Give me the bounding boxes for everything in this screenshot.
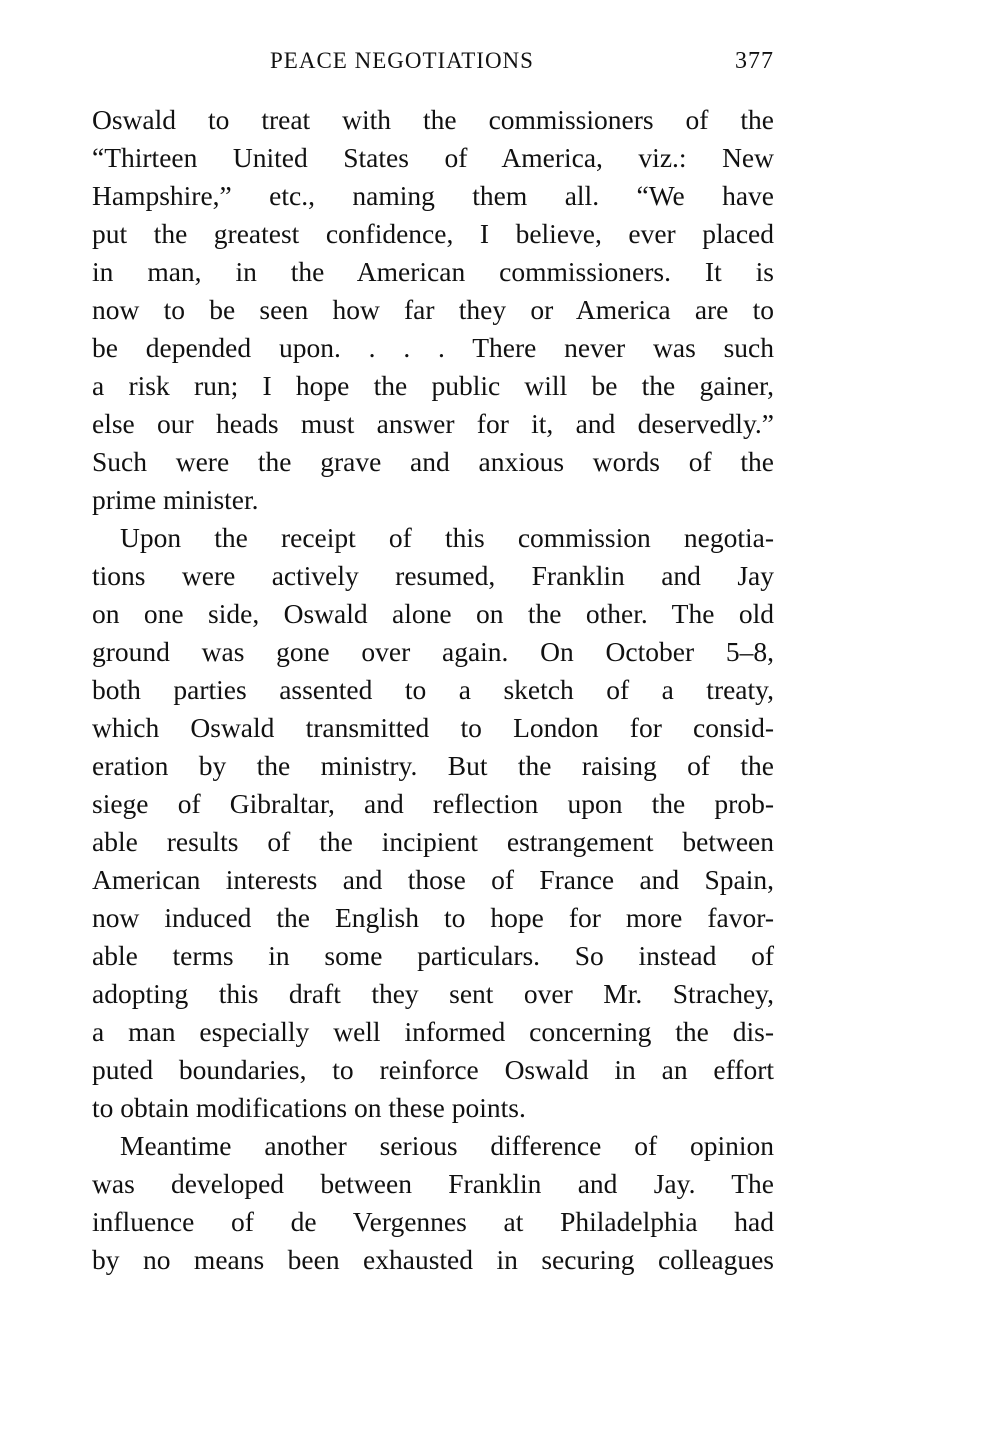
text-line: a man especially well informed concerning the dis- <box>92 1016 774 1047</box>
text-line: siege of Gibraltar, and reflection upon the prob- <box>92 788 774 819</box>
text-line: adopting this draft they sent over Mr. Strachey, <box>92 978 774 1009</box>
text-line: else our heads must answer for it, and deservedly.” <box>92 408 774 439</box>
text-line: which Oswald transmitted to London for consid- <box>92 712 774 743</box>
text-line: influence of de Vergennes at Philadelphia had <box>92 1206 774 1237</box>
text-line: both parties assented to a sketch of a treaty, <box>92 674 774 705</box>
text-line: put the greatest confidence, I believe, ever placed <box>92 218 774 249</box>
text-line: to obtain modifications on these points. <box>92 1092 526 1123</box>
text-line: eration by the ministry. But the raising of the <box>92 750 774 781</box>
page-header <box>92 48 774 82</box>
paragraph <box>92 1127 774 1279</box>
text-line: was developed between Franklin and Jay. The <box>92 1168 774 1199</box>
text-line: Such were the grave and anxious words of the <box>92 446 774 477</box>
paragraph <box>92 101 774 519</box>
text-line: now to be seen how far they or America are to <box>92 294 774 325</box>
text-line: “Thirteen United States of America, viz.: New <box>92 142 774 173</box>
text-line: puted boundaries, to reinforce Oswald in an effort <box>92 1054 774 1085</box>
body-text <box>92 101 774 1279</box>
text-line: able results of the incipient estrangement between <box>92 826 774 857</box>
page-number: 377 <box>735 48 774 74</box>
text-line: now induced the English to hope for more favor- <box>92 902 774 933</box>
text-line: in man, in the American commissioners. It is <box>92 256 774 287</box>
text-line: a risk run; I hope the public will be the gainer, <box>92 370 774 401</box>
text-line: by no means been exhausted in securing colleagues <box>92 1244 774 1275</box>
text-line: Oswald to treat with the commissioners of the <box>92 104 774 135</box>
text-line: prime minister. <box>92 484 259 515</box>
running-head: PEACE NEGOTIATIONS <box>270 48 534 73</box>
text-line: on one side, Oswald alone on the other. The old <box>92 598 774 629</box>
paragraph <box>92 519 774 1127</box>
text-line: Meantime another serious difference of opinion <box>120 1130 774 1161</box>
text-line: American interests and those of France and Spain, <box>92 864 774 895</box>
text-line: be depended upon. . . . There never was such <box>92 332 774 363</box>
text-line: Upon the receipt of this commission negotia- <box>120 522 774 553</box>
text-line: ground was gone over again. On October 5–8, <box>92 636 774 667</box>
text-line: tions were actively resumed, Franklin and Jay <box>92 560 774 591</box>
text-line: Hampshire,” etc., naming them all. “We have <box>92 180 774 211</box>
text-line: able terms in some particulars. So instead of <box>92 940 774 971</box>
